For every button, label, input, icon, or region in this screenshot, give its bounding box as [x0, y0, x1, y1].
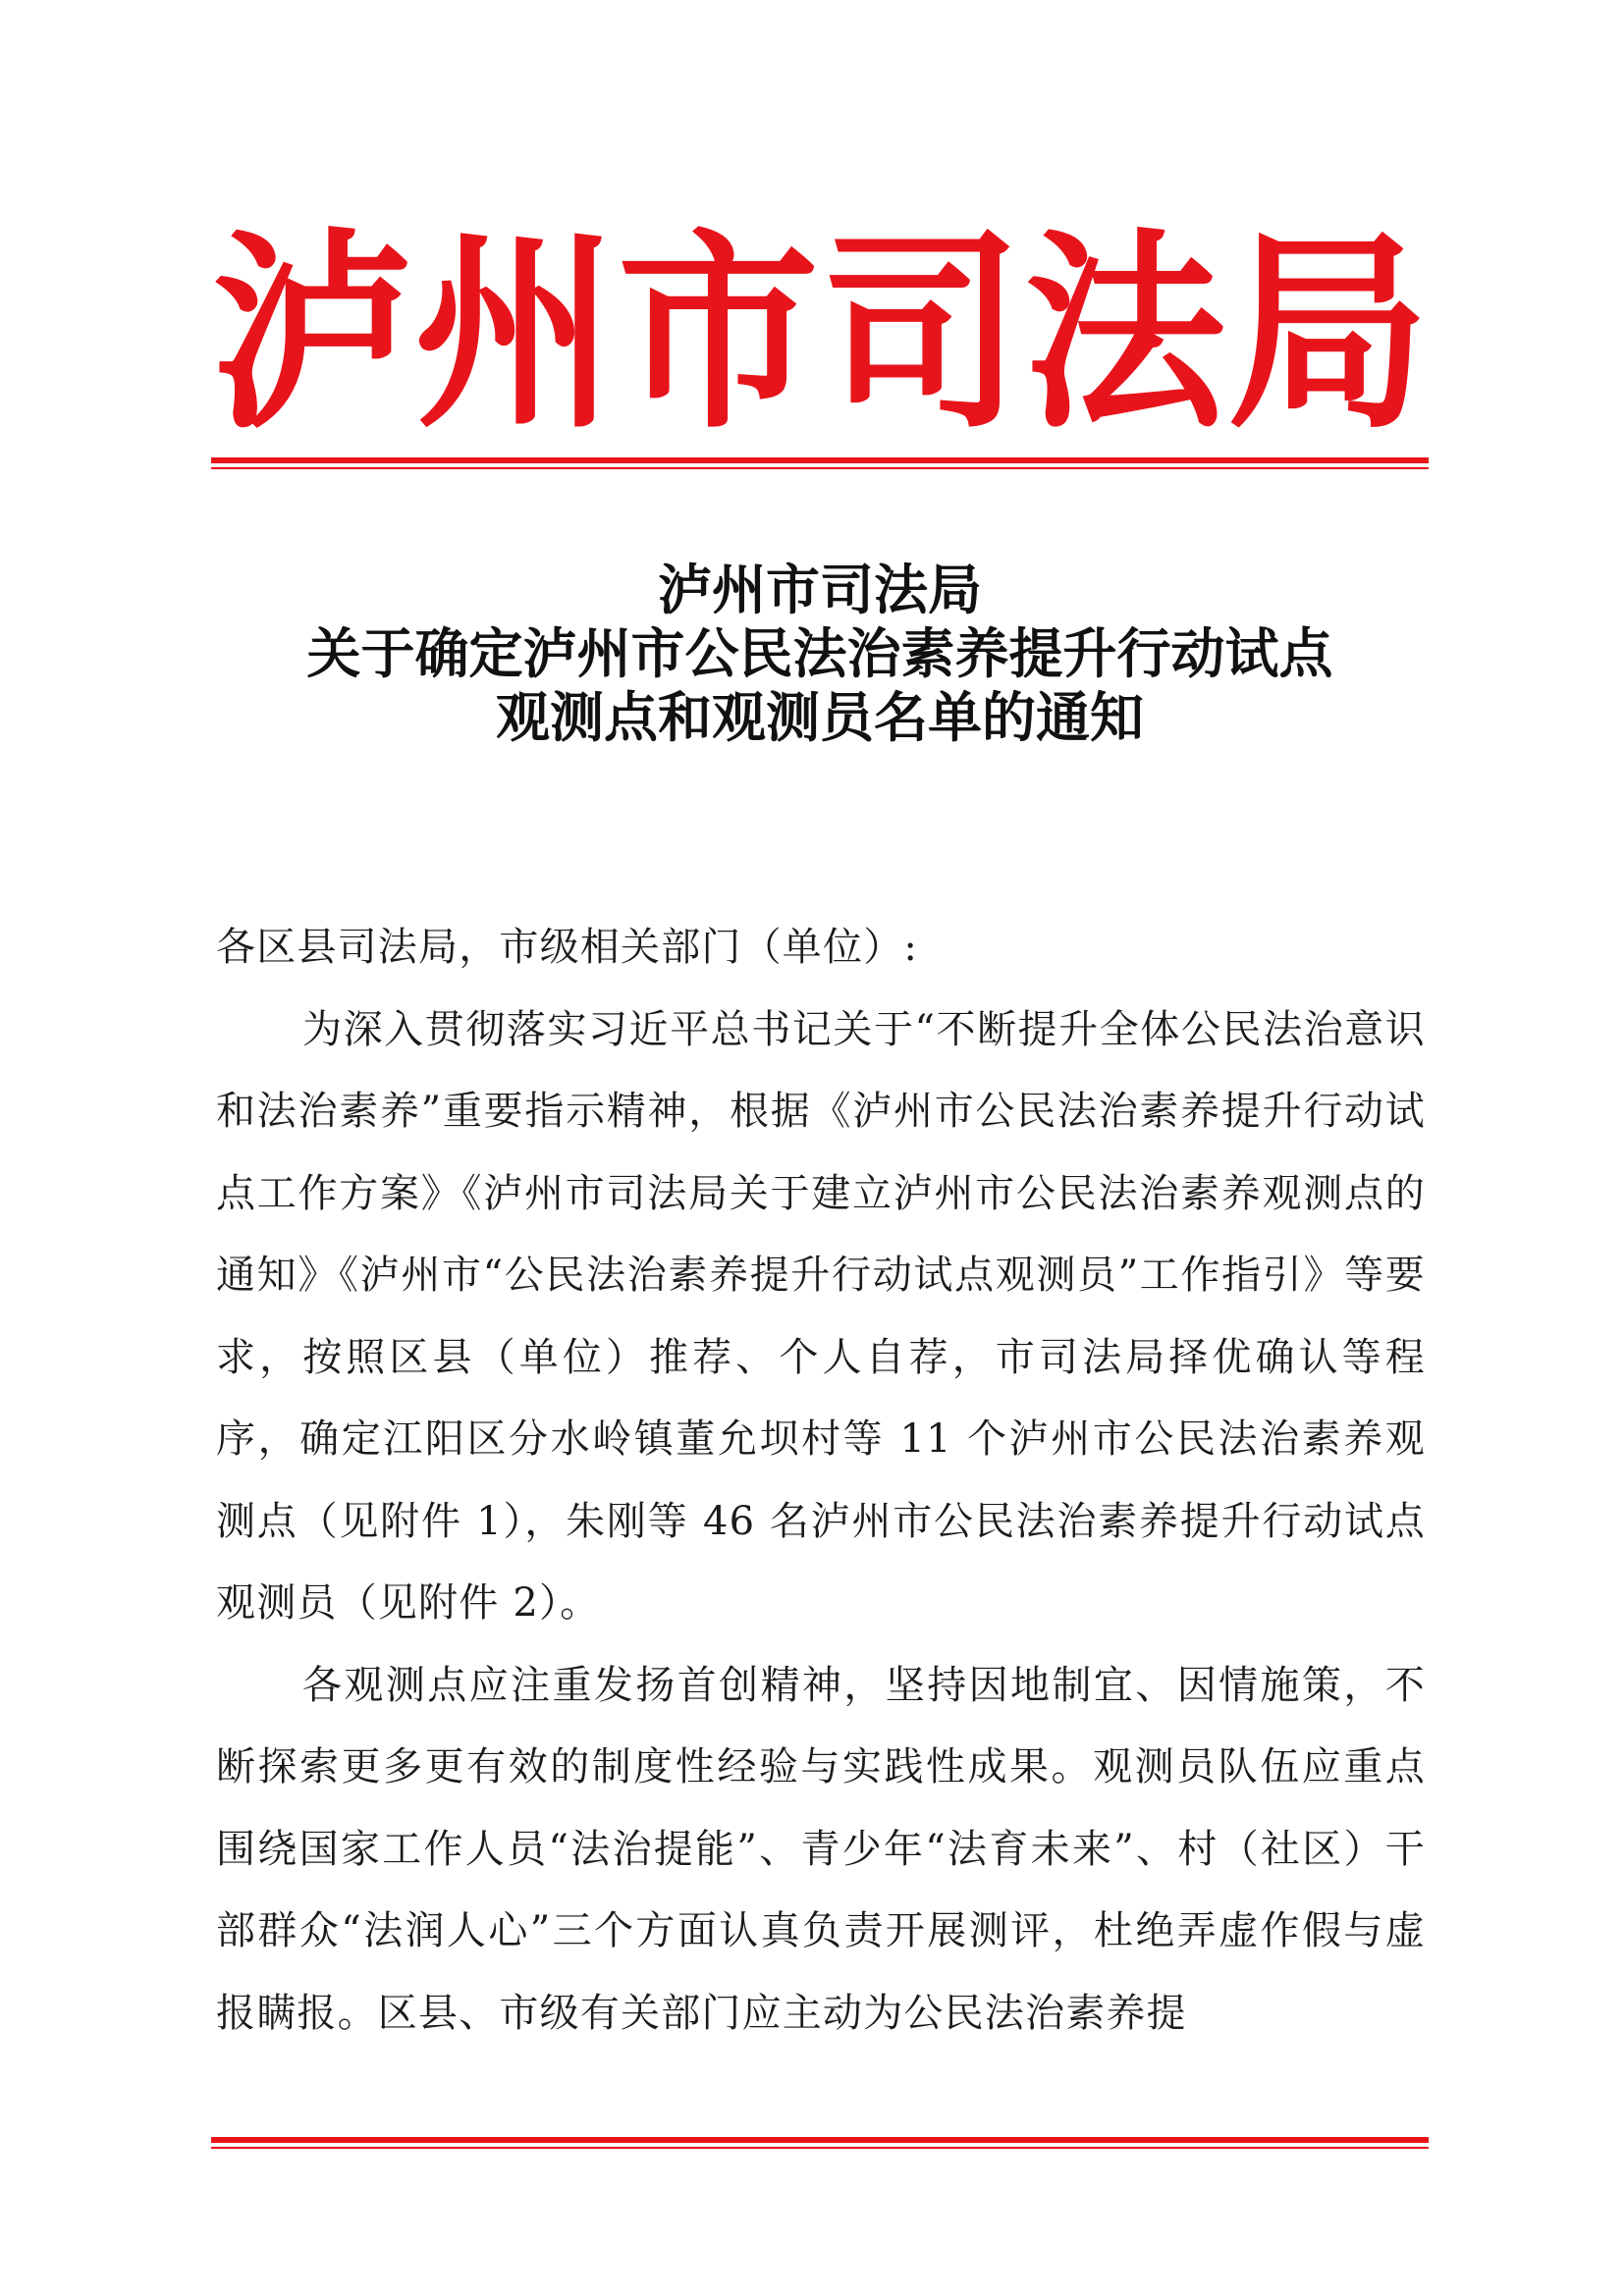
- title-line-2: 关于确定泸州市公民法治素养提升行动试点: [306, 621, 1333, 685]
- body-paragraph-2: 各观测点应注重发扬首创精神，坚持因地制宜、因情施策，不断探索更多更有效的制度性经验与实践性成果。观测员队伍应重点围绕国家工作人员“法治提能”、青少年“法育未来”、村（社区）干部群众“法润人心”三个方面认真负责开展测评，杜绝弄虚作假与虚报瞒报。区县、市级有关部门应主动为公民法治素养提: [216, 1662, 1426, 2036]
- document-title: [211, 558, 1429, 749]
- title-line-1: 泸州市司法局: [657, 558, 982, 621]
- masthead-title: [211, 209, 1429, 457]
- document-body: [216, 907, 1426, 2055]
- masthead-char: 州: [414, 209, 616, 457]
- body-paragraph-1: 为深入贯彻落实习近平总书记关于“不断提升全体公民法治意识和法治素养”重要指示精神，根据《泸州市公民法治素养提升行动试点工作方案》《泸州市司法局关于建立泸州市公民法治素养观测点的通知》《泸州市“公民法治素养提升行动试点观测员”工作指引》等要求，按照区县（单位）推荐、个人自荐，市司法局择优确认等程序，确定江阳区分水岭镇董允坝村等 11 个泸州市公民法治素养观测点（见附件 1），朱刚等 46 名泸州市公民法治素养提升行动试点观测员（见附件 2）。: [216, 1006, 1426, 1626]
- masthead-char: 市: [618, 209, 819, 457]
- title-line-3: 观测点和观测员名单的通知: [495, 685, 1144, 749]
- masthead-divider: [211, 457, 1429, 469]
- masthead-char: 法: [1024, 209, 1225, 457]
- masthead-char: 司: [821, 209, 1022, 457]
- masthead-char: 局: [1227, 209, 1429, 457]
- salutation: 各区县司法局，市级相关部门（单位）:: [216, 925, 919, 970]
- masthead-char: 泸: [211, 209, 412, 457]
- footer-divider: [211, 2137, 1429, 2149]
